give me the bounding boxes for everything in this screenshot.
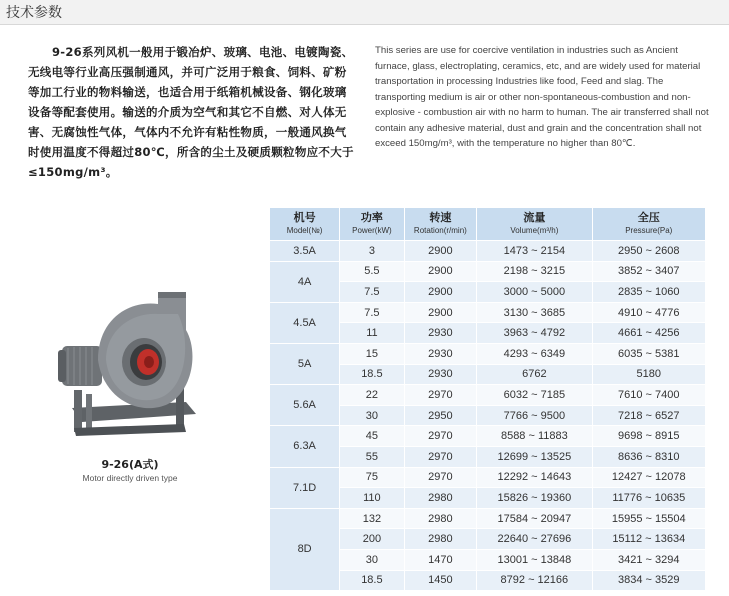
cell-volume: 4293 ~ 6349 [477,344,592,365]
cell-model: 5A [270,344,340,385]
column-header-zh: 流量 [523,212,546,224]
cell-rotation: 2900 [405,282,478,303]
cell-pressure: 15112 ~ 13634 [593,529,706,550]
cell-pressure: 8636 ~ 8310 [593,447,706,468]
cell-rotation: 2930 [405,323,478,344]
cell-power: 200 [340,529,404,550]
cell-pressure: 12427 ~ 12078 [593,468,706,489]
cell-rotation: 2900 [405,241,478,262]
table-row [270,344,706,365]
table-row [270,385,706,406]
section-header [0,0,729,25]
column-header-pressure [593,208,706,241]
cell-volume: 2198 ~ 3215 [477,262,592,283]
column-header-en: Pressure(Pa) [625,226,673,235]
cell-power: 7.5 [340,282,404,303]
cell-power: 18.5 [340,365,404,386]
cell-volume: 7766 ~ 9500 [477,406,592,427]
product-model: 9-26(A式) [101,458,159,471]
cell-volume: 8588 ~ 11883 [477,426,592,447]
cell-rotation: 2970 [405,385,478,406]
cell-model: 8D [270,509,340,591]
cell-pressure: 5180 [593,365,706,386]
cell-pressure: 7610 ~ 7400 [593,385,706,406]
table-row [270,262,706,283]
cell-model: 7.1D [270,468,340,509]
cell-volume: 3000 ~ 5000 [477,282,592,303]
product-caption [55,456,205,483]
spec-table-body [270,241,706,591]
cell-volume: 6762 [477,365,592,386]
cell-volume: 15826 ~ 19360 [477,488,592,509]
centrifugal-fan-icon [58,290,208,450]
spec-table [270,208,706,591]
table-row [270,241,706,262]
table-row [270,426,706,447]
cell-model: 5.6A [270,385,340,426]
column-header-zh: 功率 [360,212,383,224]
table-row [270,468,706,489]
cell-volume: 3963 ~ 4792 [477,323,592,344]
cell-power: 45 [340,426,404,447]
column-header-zh: 全压 [637,212,660,224]
cell-volume: 12699 ~ 13525 [477,447,592,468]
cell-pressure: 3852 ~ 3407 [593,262,706,283]
cell-volume: 12292 ~ 14643 [477,468,592,489]
cell-rotation: 2900 [405,303,478,324]
cell-pressure: 3421 ~ 3294 [593,550,706,571]
column-header-zh: 机号 [293,212,316,224]
cell-power: 18.5 [340,571,404,592]
cell-volume: 3130 ~ 3685 [477,303,592,324]
cell-pressure: 15955 ~ 15504 [593,509,706,530]
cell-pressure: 7218 ~ 6527 [593,406,706,427]
cell-rotation: 2900 [405,262,478,283]
cell-volume: 6032 ~ 7185 [477,385,592,406]
cell-model: 4.5A [270,303,340,344]
cell-power: 22 [340,385,404,406]
cell-pressure: 2835 ~ 1060 [593,282,706,303]
description-english-text: This series are use for coercive ventilation in industries such as Ancient furnace, glass, electroplating, ceramics, etc, and are widely used for material transportation in processing Industries like food, Feed and slag. The transporting medium is air or other non-spontaneous-combustion and non- explosive - combustion air with no harm to human. The air transferred shall not contain any adhesive material, dust and grain and the concentration shall not exceed 150mg/m³, with the temperature no higher than 80℃. [375,45,709,149]
column-header-rotation [405,208,478,241]
cell-pressure: 2950 ~ 2608 [593,241,706,262]
cell-rotation: 2950 [405,406,478,427]
cell-power: 55 [340,447,404,468]
cell-volume: 8792 ~ 12166 [477,571,592,592]
column-header-en: Model(№) [286,226,323,235]
cell-volume: 17584 ~ 20947 [477,509,592,530]
cell-power: 30 [340,406,404,427]
cell-power: 110 [340,488,404,509]
cell-rotation: 2930 [405,365,478,386]
cell-rotation: 2970 [405,447,478,468]
description-chinese [28,42,358,182]
cell-power: 132 [340,509,404,530]
product-drive-type: Motor directly driven type [82,473,178,483]
description-chinese-text: 9-26系列风机一般用于锻冶炉、玻璃、电池、电镀陶瓷、无线电等行业高压强制通风，并可广泛用于粮食、饲料、矿粉等加工行业的物料输送，也适合用于纸箱机械设备、钢化玻璃设备等配套使用。输送的介质为空气和其它不自燃、对人体无害、无腐蚀性气体，气体内不允许有粘性物质，一般通风换气时使用温度不得超过80℃，所含的尘土及硬质颗粒物应不大于≤150mg/m³。 [28,45,354,179]
table-row [270,303,706,324]
cell-volume: 1473 ~ 2154 [477,241,592,262]
column-header-en: Power(kW) [352,226,392,235]
cell-pressure: 11776 ~ 10635 [593,488,706,509]
column-header-power [340,208,404,241]
cell-pressure: 3834 ~ 3529 [593,571,706,592]
cell-model: 6.3A [270,426,340,467]
table-header-row [270,208,706,241]
column-header-en: Rotation(r/min) [413,226,467,235]
cell-rotation: 2980 [405,509,478,530]
cell-power: 30 [340,550,404,571]
cell-rotation: 2970 [405,468,478,489]
description-english [375,43,711,152]
cell-pressure: 4910 ~ 4776 [593,303,706,324]
cell-rotation: 2980 [405,529,478,550]
cell-power: 5.5 [340,262,404,283]
section-title: 技术参数 [6,5,62,21]
cell-model: 4A [270,262,340,303]
column-header-model [270,208,340,241]
cell-power: 75 [340,468,404,489]
cell-power: 7.5 [340,303,404,324]
cell-pressure: 6035 ~ 5381 [593,344,706,365]
cell-volume: 22640 ~ 27696 [477,529,592,550]
column-header-volume [477,208,592,241]
cell-rotation: 2970 [405,426,478,447]
cell-power: 15 [340,344,404,365]
cell-power: 3 [340,241,404,262]
cell-rotation: 2980 [405,488,478,509]
table-row [270,509,706,530]
cell-pressure: 4661 ~ 4256 [593,323,706,344]
cell-rotation: 2930 [405,344,478,365]
cell-rotation: 1470 [405,550,478,571]
column-header-zh: 转速 [429,212,452,224]
cell-model: 3.5A [270,241,340,262]
cell-power: 11 [340,323,404,344]
cell-pressure: 9698 ~ 8915 [593,426,706,447]
column-header-en: Volume(m³/h) [510,226,559,235]
cell-rotation: 1450 [405,571,478,592]
cell-volume: 13001 ~ 13848 [477,550,592,571]
